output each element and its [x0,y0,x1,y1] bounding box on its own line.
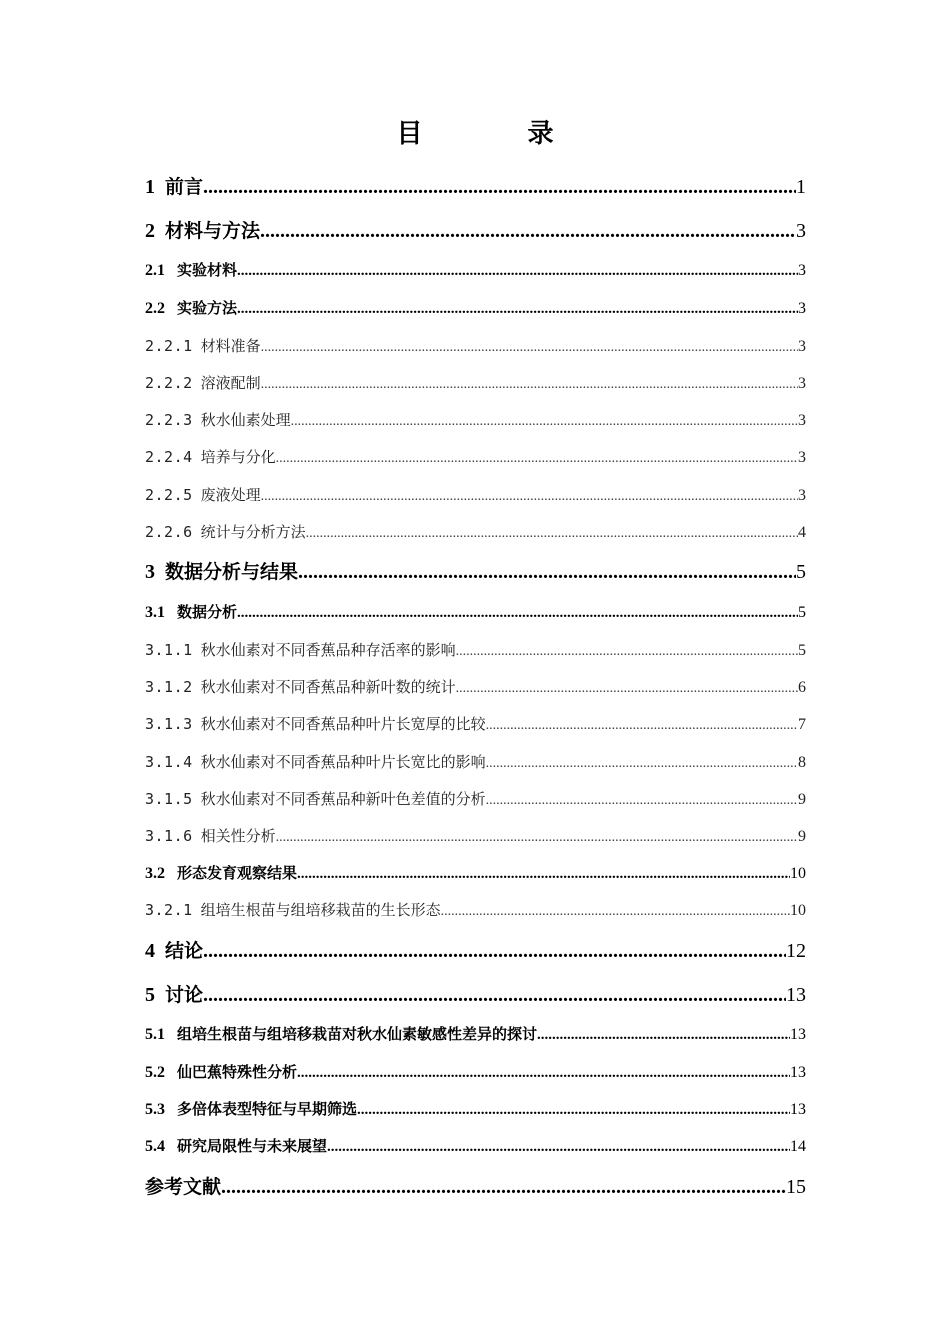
dot-leader [297,862,790,886]
toc-entry[interactable] [145,296,806,320]
toc-entry-page-number: 1 [796,176,806,198]
toc-entry[interactable] [145,980,806,1010]
toc-entry-number: 2.2.6 [145,523,193,541]
dot-leader [203,172,796,202]
toc-entry[interactable] [145,750,806,774]
toc-entry[interactable] [145,408,806,432]
toc-entry-page-number: 3 [798,338,806,355]
toc-entry-page-number: 3 [798,412,806,429]
dot-leader [486,752,798,776]
toc-entry-title: 结论 [165,940,204,962]
toc-entry-number: 2.2.2 [145,374,193,392]
toc-entry-number: 3.2 [145,865,165,882]
dot-leader [261,373,798,397]
toc-entry[interactable] [145,483,806,507]
toc-entry-number: 3.1.5 [145,790,193,808]
dot-leader [261,485,798,509]
toc-entry-number: 2 [145,220,155,242]
toc-entry-page-number: 9 [798,828,806,845]
toc-entry-title: 秋水仙素对不同香蕉品种存活率的影响 [200,641,456,659]
toc-entry-title: 秋水仙素处理 [200,411,291,429]
toc-heading: 目 录 [396,119,602,149]
toc-entry-number: 2.2.5 [145,486,193,504]
toc-entry-number: 3.1.4 [145,753,193,771]
dot-leader [291,410,798,434]
dot-leader [357,1098,790,1122]
toc-entry[interactable] [145,1097,806,1121]
toc-entry-title: 参考文献 [145,1176,222,1198]
toc-entry-number: 5 [145,984,155,1006]
toc-entry-title: 实验材料 [177,261,238,279]
toc-entry-number: 3.1.3 [145,715,193,733]
dot-leader [260,216,796,246]
toc-entry[interactable] [145,638,806,662]
toc-entry-title: 实验方法 [177,299,238,317]
toc-entry-page-number: 13 [790,1026,806,1043]
toc-entry-number: 2.2.4 [145,448,193,466]
toc-entry-number: 3 [145,561,155,583]
dot-leader [456,677,798,701]
toc-entry-title: 秋水仙素对不同香蕉品种叶片长宽厚的比较 [200,715,486,733]
toc-entry-number: 5.2 [145,1064,165,1081]
toc-entry[interactable] [145,216,806,246]
dot-leader [237,601,798,625]
toc-entry[interactable] [145,1172,806,1202]
toc-entry-title: 秋水仙素对不同香蕉品种叶片长宽比的影响 [200,753,486,771]
toc-entry-title: 数据分析 [177,603,238,621]
toc-entry-number: 3.1.1 [145,641,193,659]
dot-leader [276,826,798,850]
dot-leader [276,447,798,471]
toc-entry-page-number: 3 [798,300,806,317]
toc-entry[interactable] [145,334,806,358]
toc-entry[interactable] [145,824,806,848]
dot-leader [297,1061,790,1085]
dot-leader [486,714,798,738]
toc-entry-number: 2.1 [145,262,165,279]
dot-leader [537,1023,790,1047]
toc-entry[interactable] [145,600,806,624]
toc-entry-page-number: 5 [798,604,806,621]
dot-leader [203,980,786,1010]
toc-entry-page-number: 6 [798,679,806,696]
toc-entry[interactable] [145,1060,806,1084]
toc-entry-page-number: 7 [798,716,806,733]
toc-entry-title: 溶液配制 [200,374,261,392]
toc-entry[interactable] [145,371,806,395]
toc-entry-page-number: 3 [798,449,806,466]
toc-entry-page-number: 15 [786,1176,806,1198]
dot-leader [237,259,798,283]
toc-entry-title: 材料与方法 [165,220,261,242]
toc-entry[interactable] [145,936,806,966]
toc-entry-page-number: 3 [796,220,806,242]
toc-entry[interactable] [145,675,806,699]
toc-entry-title: 秋水仙素对不同香蕉品种新叶色差值的分析 [200,790,486,808]
toc-entry[interactable] [145,172,806,202]
dot-leader [261,336,798,360]
toc-entry-page-number: 12 [786,940,806,962]
dot-leader [441,900,790,924]
toc-entry-number: 2.2.3 [145,411,193,429]
toc-entry-title: 研究局限性与未来展望 [177,1137,328,1155]
toc-entry-page-number: 13 [786,984,806,1006]
toc-entry-page-number: 9 [798,791,806,808]
toc-entry-page-number: 5 [796,561,806,583]
toc-entry-number: 2.2 [145,300,165,317]
toc-entry-title: 组培生根苗与组培移栽苗的生长形态 [200,901,441,919]
dot-leader [203,936,786,966]
toc-entry[interactable] [145,787,806,811]
toc-entry-number: 3.1.6 [145,827,193,845]
toc-entry[interactable] [145,712,806,736]
toc-entry-number: 4 [145,940,155,962]
toc-entry-page-number: 5 [798,642,806,659]
toc-entry-title: 组培生根苗与组培移栽苗对秋水仙素敏感性差异的探讨 [177,1025,538,1043]
toc-entry-title: 仙巴蕉特殊性分析 [177,1063,298,1081]
toc-entry[interactable] [145,258,806,282]
toc-entry-title: 数据分析与结果 [165,561,299,583]
toc-entry-page-number: 10 [790,865,806,882]
toc-entry-title: 秋水仙素对不同香蕉品种新叶数的统计 [200,678,456,696]
toc-entry-page-number: 13 [790,1064,806,1081]
toc-entry[interactable] [145,1022,806,1046]
toc-entry-page-number: 3 [798,487,806,504]
toc-entry-page-number: 10 [790,902,806,919]
toc-entry[interactable] [145,898,806,922]
toc-entry-title: 废液处理 [200,486,261,504]
toc-entry-title: 统计与分析方法 [200,523,306,541]
dot-leader [298,557,796,587]
toc-entry-number: 2.2.1 [145,337,193,355]
toc-entry-title: 材料准备 [200,337,261,355]
toc-entry-page-number: 3 [798,375,806,392]
dot-leader [306,522,798,546]
toc-entry[interactable] [145,520,806,544]
toc-entry-number: 3.2.1 [145,901,193,919]
toc-entry-number: 5.4 [145,1138,165,1155]
dot-leader [237,297,798,321]
toc-entry-title: 形态发育观察结果 [177,864,298,882]
toc-entry-number: 5.3 [145,1101,165,1118]
dot-leader [486,789,798,813]
toc-entry-number: 5.1 [145,1026,165,1043]
toc-entry-title: 讨论 [165,984,204,1006]
dot-leader [221,1172,786,1202]
toc-entry[interactable] [145,557,806,587]
toc-entry-number: 3.1.2 [145,678,193,696]
toc-entry-title: 相关性分析 [200,827,276,845]
toc-entry[interactable] [145,1134,806,1158]
toc-entry-title: 多倍体表型特征与早期筛选 [177,1100,358,1118]
toc-entry[interactable] [145,861,806,885]
toc-entry-page-number: 4 [798,524,806,541]
toc-entry-page-number: 8 [798,754,806,771]
toc-entry-page-number: 13 [790,1101,806,1118]
toc-entry-number: 1 [145,176,155,198]
toc-entry-number: 3.1 [145,604,165,621]
toc-entry[interactable] [145,445,806,469]
toc-entry-title: 培养与分化 [200,448,276,466]
dot-leader [456,640,798,664]
toc-entry-title: 前言 [165,176,204,198]
toc-entry-page-number: 3 [798,262,806,279]
toc-entry-page-number: 14 [790,1138,806,1155]
dot-leader [327,1135,790,1159]
